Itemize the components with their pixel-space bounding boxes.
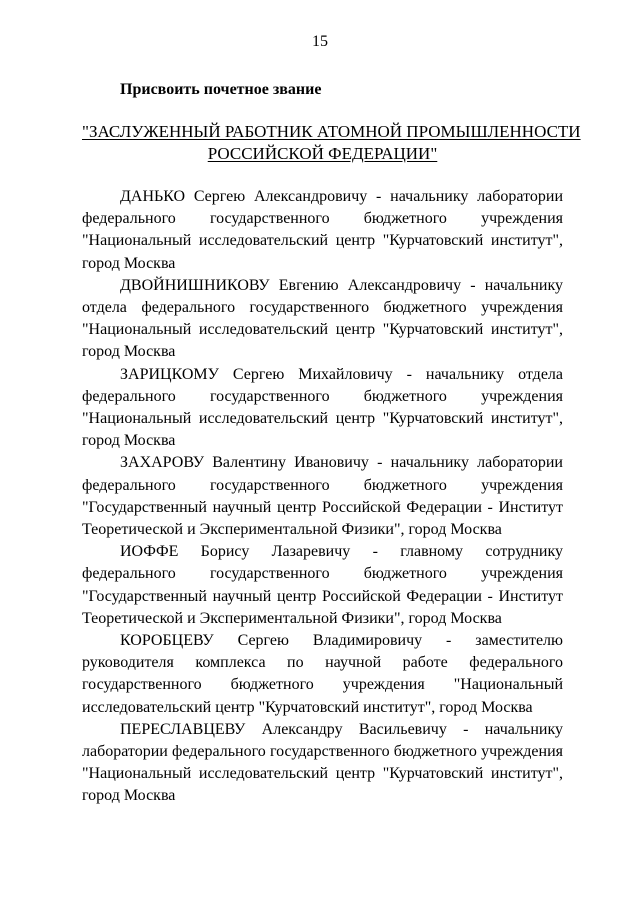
awardee-entry: ЗАРИЦКОМУ Сергею Михайловичу - начальнику отдела федерального государственного бюджетного учреждения "Национальный исследовательский центр "Курчатовский институт", город Москва xyxy=(82,365,563,450)
assign-heading: Присвоить почетное звание xyxy=(120,81,322,98)
awardee-entry: ПЕРЕСЛАВЦЕВУ Александру Васильевичу - начальнику лаборатории федерального государственного бюджетного учреждения "Национальный исследовательский центр "Курчатовский институт", город Москва xyxy=(82,720,563,805)
award-title-line-1: "ЗАСЛУЖЕННЫЙ РАБОТНИК АТОМНОЙ ПРОМЫШЛЕННОСТИ xyxy=(82,122,581,141)
awardee-entry: ДВОЙНИШНИКОВУ Евгению Александровичу - начальнику отдела федерального государственного бюджетного учреждения "Национальный исследовательский центр "Курчатовский институт", город Москва xyxy=(82,276,563,361)
awardee-entry: ИОФФЕ Борису Лазаревичу - главному сотруднику федерального государственного бюджетного учреждения "Государственный научный центр Российской Федерации - Институт Теоретической и Экспериментальной Физики", город Москва xyxy=(82,543,563,627)
award-title xyxy=(82,121,581,165)
awardee-entry: КОРОБЦЕВУ Сергею Владимировичу - заместителю руководителя комплекса по научной работе федерального государственного бюджетного учреждения "Национальный исследовательский центр "Курчатовский институт", город Москва xyxy=(82,632,563,716)
awardee-entry: ДАНЬКО Сергею Александровичу - начальнику лаборатории федерального государственного бюджетного учреждения "Национальный исследовательский центр "Курчатовский институт", город Москва xyxy=(82,188,563,272)
awardee-entry: ЗАХАРОВУ Валентину Ивановичу - начальнику лаборатории федерального государственного бюджетного учреждения "Государственный научный центр Российской Федерации - Институт Теоретической и Экспериментальной Физики", город Москва xyxy=(82,454,563,539)
awardee-list xyxy=(82,186,563,808)
award-title-line-2: РОССИЙСКОЙ ФЕДЕРАЦИИ" xyxy=(207,144,438,163)
page-number: 15 xyxy=(312,33,328,50)
